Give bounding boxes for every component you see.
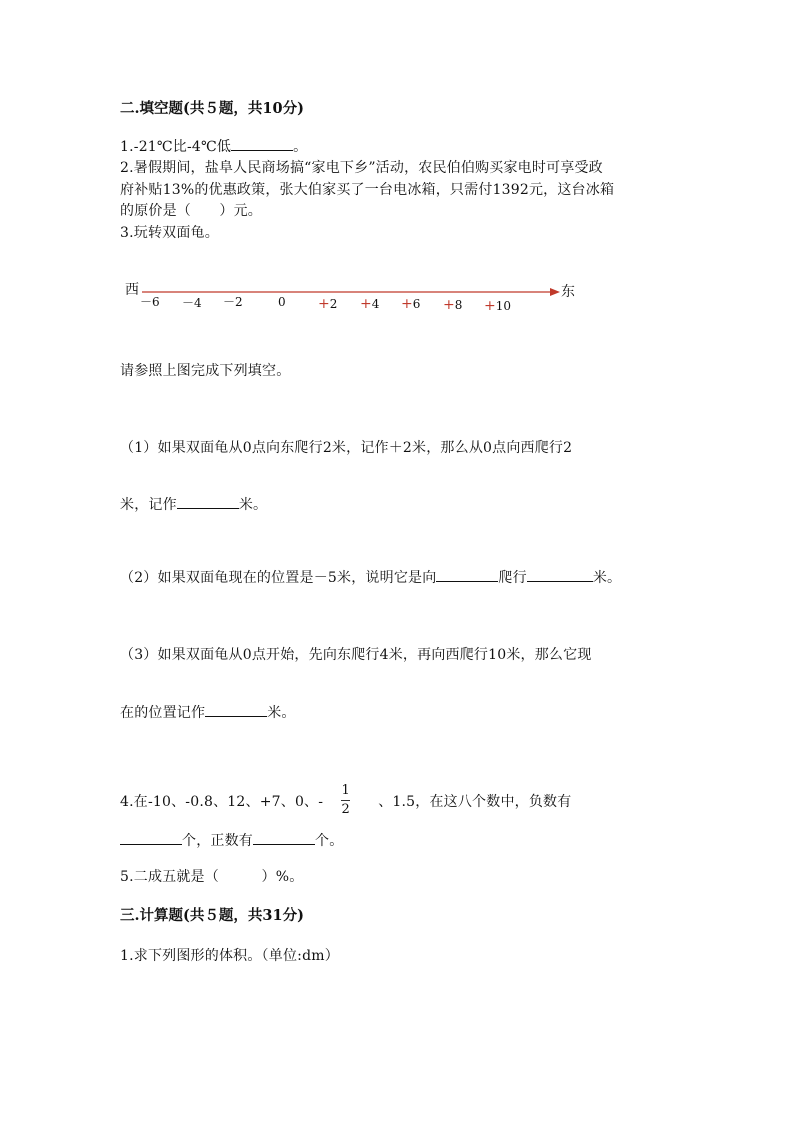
question-3-part-1-line-2 — [120, 494, 267, 514]
fraction-numerator: 1 — [341, 783, 350, 798]
calculation-question-1: 1.求下列图形的体积。（单位:dm） — [120, 948, 339, 964]
question-3-part-3-line-2 — [120, 702, 296, 722]
question-4-line-1 — [120, 784, 571, 817]
question-2-line-3: 的原价是（ ）元。 — [120, 203, 262, 219]
fraction-bar — [341, 800, 350, 801]
tick-label: －6 — [140, 295, 160, 309]
question-2-line-1: 2.暑假期间，盐阜人民商场搞“家电下乡”活动，农民伯伯购买家电时可享受政 — [120, 160, 603, 176]
question-1-text: 1.-21℃比-4℃低 — [120, 139, 232, 155]
part-1-text: 米，记作 — [120, 497, 177, 513]
question-4-line-2 — [120, 830, 343, 850]
number-line-arrow-icon — [550, 288, 560, 296]
tick-label: －2 — [223, 295, 243, 309]
question-4-text-after: 、1.5，在这八个数中，负数有 — [378, 793, 572, 810]
tick-label: －4 — [182, 296, 202, 310]
question-1-end: 。 — [293, 139, 308, 155]
part-2-mid-text: 爬行 — [498, 570, 527, 586]
part-3-unit: 米。 — [267, 705, 296, 721]
section-heading-fill-in: 二.填空题(共５题，共10分) — [120, 100, 304, 117]
east-label: 东 — [561, 284, 575, 300]
answer-blank[interactable] — [205, 702, 267, 717]
fraction-one-half — [341, 784, 350, 817]
answer-blank[interactable] — [120, 830, 182, 845]
tick-label: +2 — [318, 296, 338, 312]
question-4-mid-text: 个，正数有 — [182, 833, 253, 849]
number-line-diagram — [120, 278, 590, 318]
answer-blank[interactable] — [527, 567, 593, 582]
part-3-text: 在的位置记作 — [120, 705, 206, 721]
section-heading-calculation: 三.计算题(共５题，共31分) — [120, 907, 304, 924]
question-3-part-1-line-1: （1）如果双面龟从0点向东爬行2米，记作＋2米，那么从0点向西爬行2 — [120, 440, 573, 456]
answer-blank[interactable] — [436, 567, 498, 582]
part-1-unit: 米。 — [238, 497, 268, 513]
fraction-denominator: 2 — [341, 802, 350, 817]
part-2-unit: 米。 — [592, 570, 622, 586]
question-3-part-2 — [120, 567, 621, 587]
answer-blank[interactable] — [231, 136, 293, 151]
question-4-end-text: 个。 — [315, 833, 344, 849]
question-3-part-3-line-1: （3）如果双面龟从0点开始，先向东爬行4米，再向西爬行10米，那么它现 — [120, 647, 592, 663]
tick-label: +10 — [484, 298, 512, 314]
number-line-tick-labels — [140, 295, 511, 314]
question-1 — [120, 136, 307, 156]
tick-label: 0 — [278, 295, 286, 309]
tick-label: +4 — [360, 296, 380, 312]
tick-label: +8 — [443, 297, 463, 313]
tick-label: +6 — [401, 296, 421, 312]
question-2-line-2: 府补贴13%的优惠政策，张大伯家买了一台电冰箱，只需付1392元，这台冰箱 — [120, 182, 615, 198]
answer-blank[interactable] — [253, 830, 315, 845]
question-5: 5.二成五就是（ ）%。 — [120, 869, 304, 885]
answer-blank[interactable] — [177, 494, 239, 509]
question-3-instruction: 请参照上图完成下列填空。 — [120, 363, 291, 379]
part-2-text: （2）如果双面龟现在的位置是－5米，说明它是向 — [120, 570, 437, 586]
question-3-title: 3.玩转双面龟。 — [120, 225, 219, 241]
question-4-text: 4.在-10、-0.8、12、+7、0、- — [120, 793, 324, 810]
west-label: 西 — [125, 282, 139, 298]
